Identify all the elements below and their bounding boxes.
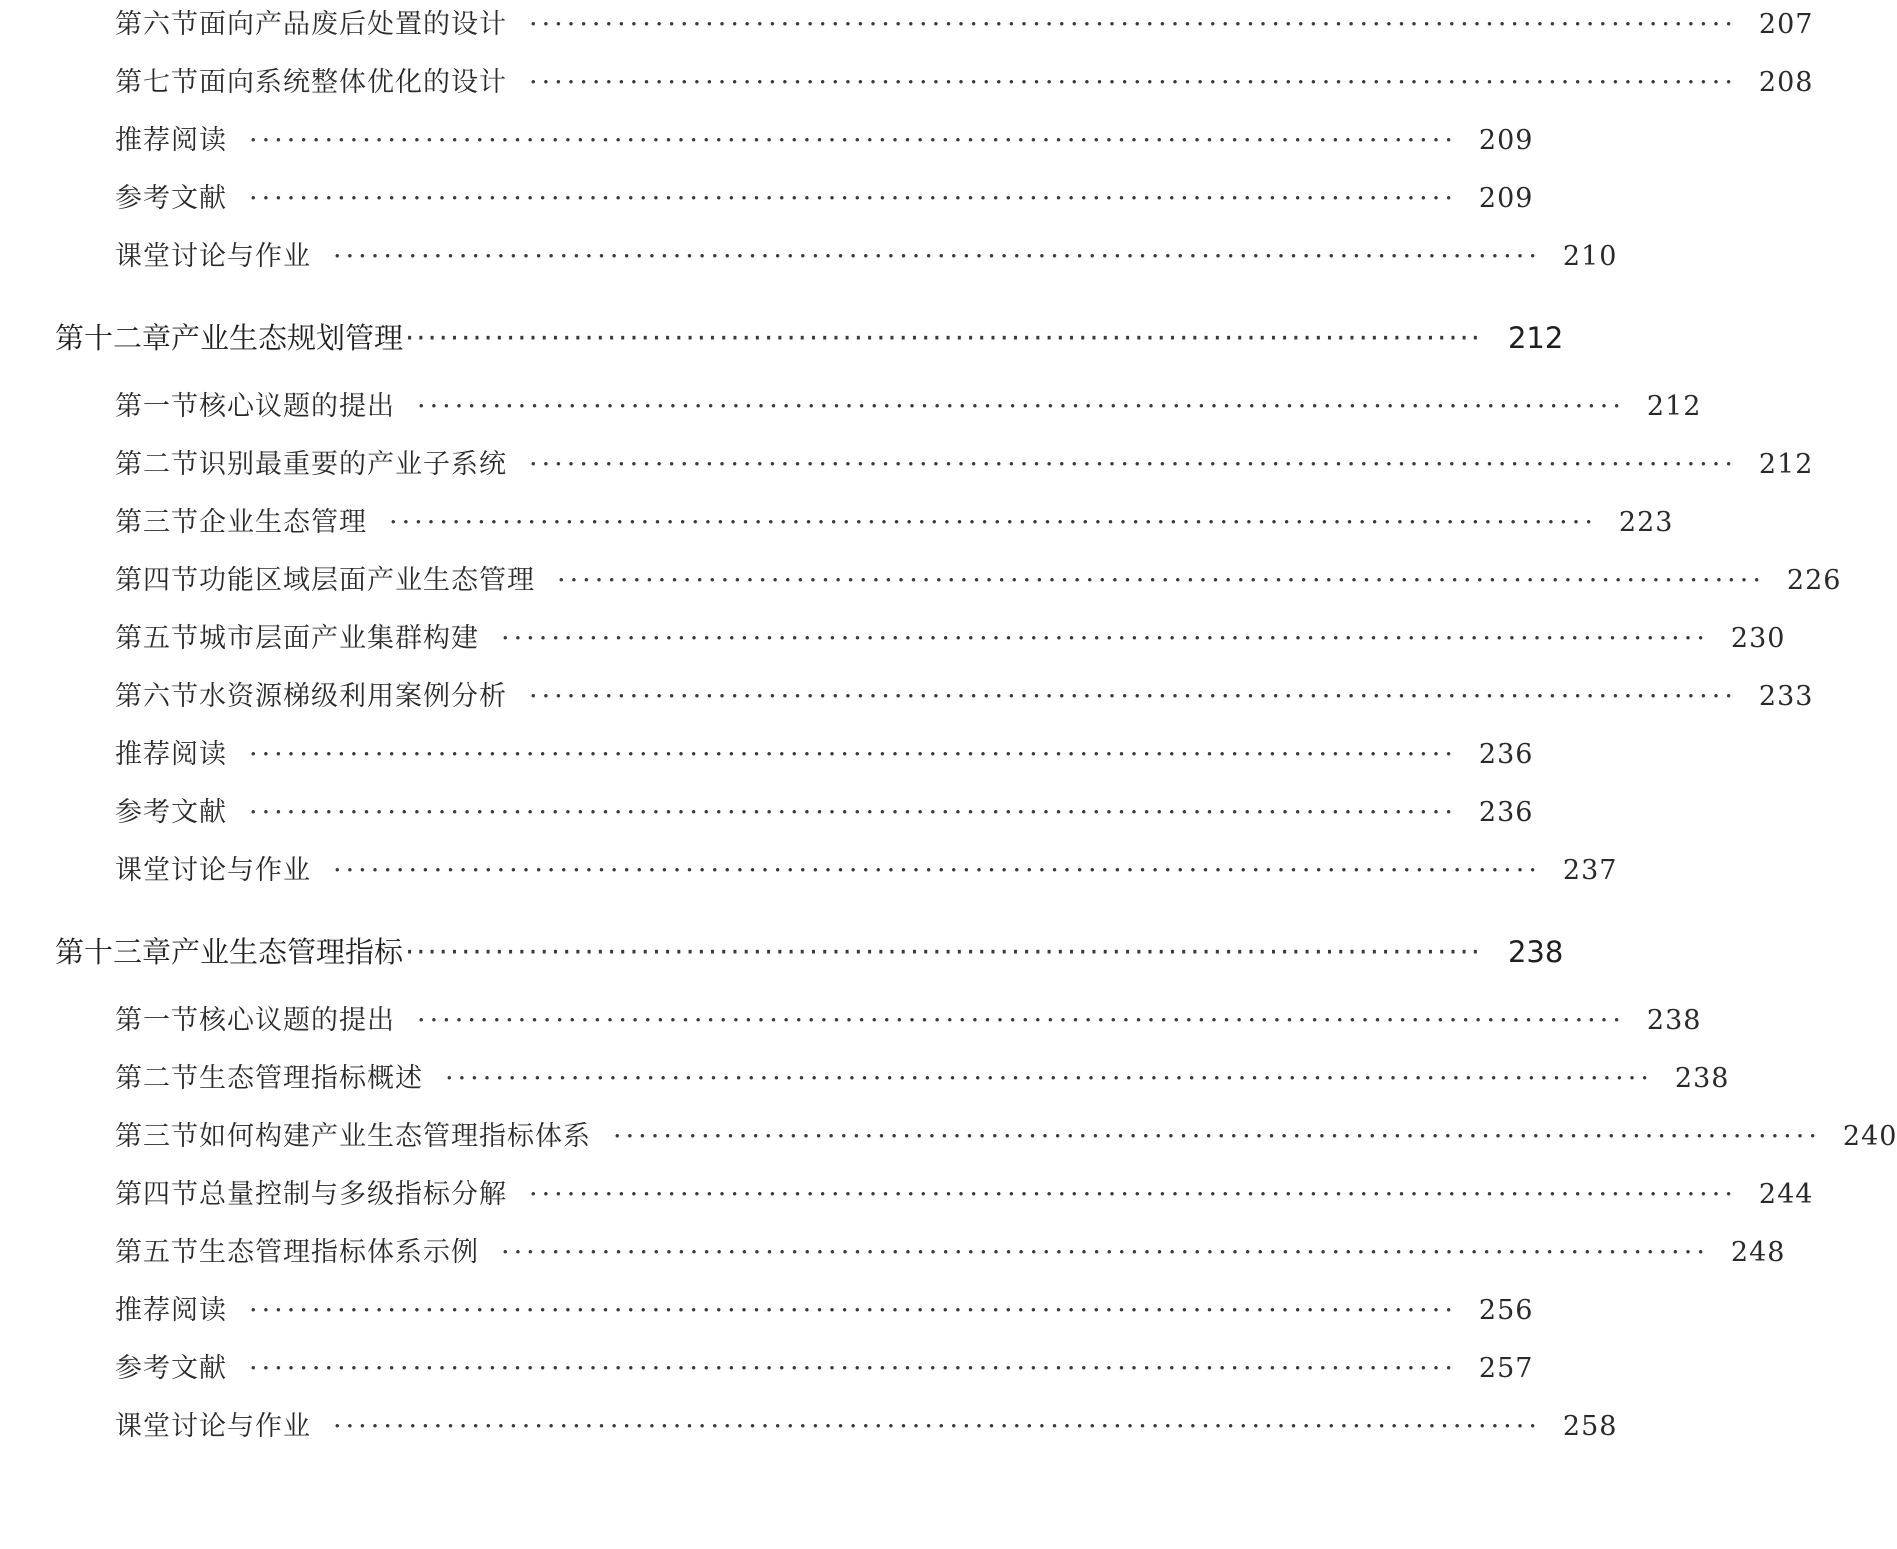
entry-number: 第四节 bbox=[115, 1179, 199, 1210]
entry-number: 第四节 bbox=[115, 565, 199, 596]
entry-title: 企业生态管理 bbox=[199, 507, 367, 538]
entry-page: 230 bbox=[1730, 623, 1786, 654]
entry-number: 第二节 bbox=[115, 449, 199, 480]
toc-entry[interactable] bbox=[115, 60, 1814, 100]
toc-entry[interactable] bbox=[115, 234, 1618, 274]
entry-title: 参考文献 bbox=[115, 1353, 227, 1384]
toc-chapter-entry[interactable] bbox=[55, 316, 1564, 360]
leader-dots: ································································································ bbox=[417, 1005, 1625, 1036]
leader-dots: ································································································ bbox=[333, 1411, 1541, 1442]
toc-entry[interactable] bbox=[115, 848, 1618, 888]
entry-number: 第五节 bbox=[115, 623, 199, 654]
entry-title: 参考文献 bbox=[115, 183, 227, 214]
entry-page: 223 bbox=[1618, 507, 1674, 538]
entry-page: 240 bbox=[1842, 1121, 1897, 1152]
toc-entry[interactable] bbox=[115, 2, 1814, 42]
toc-entry[interactable] bbox=[115, 616, 1786, 656]
entry-page: 256 bbox=[1478, 1295, 1534, 1326]
entry-page: 258 bbox=[1562, 1411, 1618, 1442]
entry-page: 212 bbox=[1758, 449, 1814, 480]
entry-page: 210 bbox=[1562, 241, 1618, 272]
entry-number: 第七节 bbox=[115, 67, 199, 98]
entry-page: 207 bbox=[1758, 9, 1814, 40]
leader-dots: ································································································ bbox=[529, 67, 1737, 98]
leader-dots: ································································································ bbox=[529, 1179, 1737, 1210]
entry-title: 课堂讨论与作业 bbox=[115, 241, 311, 272]
leader-dots: ································································································ bbox=[501, 623, 1709, 654]
entry-number: 第一节 bbox=[115, 1005, 199, 1036]
entry-title: 核心议题的提出 bbox=[199, 1005, 395, 1036]
entry-title: 如何构建产业生态管理指标体系 bbox=[199, 1121, 591, 1152]
entry-page: 244 bbox=[1758, 1179, 1814, 1210]
chapter-title: 产业生态管理指标 bbox=[171, 935, 404, 969]
entry-title: 核心议题的提出 bbox=[199, 391, 395, 422]
leader-dots: ································································································ bbox=[405, 321, 1482, 355]
leader-dots: ································································································ bbox=[445, 1063, 1653, 1094]
entry-title: 课堂讨论与作业 bbox=[115, 855, 311, 886]
entry-title: 城市层面产业集群构建 bbox=[199, 623, 479, 654]
leader-dots: ································································································ bbox=[249, 739, 1457, 770]
toc-entry[interactable] bbox=[115, 1056, 1730, 1096]
entry-page: 238 bbox=[1646, 1005, 1702, 1036]
toc-entry[interactable] bbox=[115, 732, 1534, 772]
toc-entry[interactable] bbox=[115, 674, 1814, 714]
entry-number: 第二节 bbox=[115, 1063, 199, 1094]
entry-title: 识别最重要的产业子系统 bbox=[199, 449, 507, 480]
entry-page: 212 bbox=[1646, 391, 1702, 422]
chapter-page: 212 bbox=[1507, 321, 1564, 355]
leader-dots: ································································································ bbox=[249, 125, 1457, 156]
chapter-number: 第十二章 bbox=[55, 321, 172, 355]
entry-number: 第六节 bbox=[115, 9, 199, 40]
leader-dots: ································································································ bbox=[333, 241, 1541, 272]
entry-number: 第六节 bbox=[115, 681, 199, 712]
entry-title: 水资源梯级利用案例分析 bbox=[199, 681, 507, 712]
entry-title: 生态管理指标体系示例 bbox=[199, 1237, 479, 1268]
entry-page: 237 bbox=[1562, 855, 1618, 886]
toc-entry[interactable] bbox=[115, 1172, 1814, 1212]
entry-number: 第三节 bbox=[115, 1121, 199, 1152]
chapter-number: 第十三章 bbox=[55, 935, 172, 969]
toc-entry[interactable] bbox=[115, 1404, 1618, 1444]
entry-title: 生态管理指标概述 bbox=[199, 1063, 423, 1094]
entry-title: 推荐阅读 bbox=[115, 739, 227, 770]
entry-page: 209 bbox=[1478, 183, 1534, 214]
entry-page: 238 bbox=[1674, 1063, 1730, 1094]
entry-title: 面向系统整体优化的设计 bbox=[199, 67, 507, 98]
entry-title: 课堂讨论与作业 bbox=[115, 1411, 311, 1442]
toc-entry[interactable] bbox=[115, 1114, 1897, 1154]
leader-dots: ································································································ bbox=[501, 1237, 1709, 1268]
toc-entry[interactable] bbox=[115, 176, 1534, 216]
entry-number: 第一节 bbox=[115, 391, 199, 422]
toc-entry[interactable] bbox=[115, 998, 1702, 1038]
entry-title: 推荐阅读 bbox=[115, 1295, 227, 1326]
entry-page: 226 bbox=[1786, 565, 1842, 596]
leader-dots: ································································································ bbox=[557, 565, 1765, 596]
leader-dots: ································································································ bbox=[417, 391, 1625, 422]
toc-entry[interactable] bbox=[115, 500, 1674, 540]
entry-title: 参考文献 bbox=[115, 797, 227, 828]
toc-chapter-entry[interactable] bbox=[55, 930, 1564, 974]
toc-entry[interactable] bbox=[115, 118, 1534, 158]
leader-dots: ································································································ bbox=[529, 681, 1737, 712]
leader-dots: ································································································ bbox=[249, 1353, 1457, 1384]
toc-entry[interactable] bbox=[115, 558, 1842, 598]
leader-dots: ································································································ bbox=[249, 1295, 1457, 1326]
leader-dots: ································································································ bbox=[333, 855, 1541, 886]
toc-entry[interactable] bbox=[115, 1288, 1534, 1328]
toc-entry[interactable] bbox=[115, 790, 1534, 830]
entry-title: 面向产品废后处置的设计 bbox=[199, 9, 507, 40]
leader-dots: ································································································ bbox=[389, 507, 1597, 538]
entry-title: 推荐阅读 bbox=[115, 125, 227, 156]
chapter-page: 238 bbox=[1507, 935, 1564, 969]
leader-dots: ································································································ bbox=[529, 449, 1737, 480]
entry-number: 第三节 bbox=[115, 507, 199, 538]
toc-entry[interactable] bbox=[115, 384, 1702, 424]
entry-page: 236 bbox=[1478, 739, 1534, 770]
leader-dots: ································································································ bbox=[405, 935, 1482, 969]
leader-dots: ································································································ bbox=[529, 9, 1737, 40]
entry-number: 第五节 bbox=[115, 1237, 199, 1268]
entry-page: 236 bbox=[1478, 797, 1534, 828]
toc-entry[interactable] bbox=[115, 1230, 1786, 1270]
toc-entry[interactable] bbox=[115, 442, 1814, 482]
leader-dots: ································································································ bbox=[613, 1121, 1821, 1152]
leader-dots: ································································································ bbox=[249, 797, 1457, 828]
leader-dots: ································································································ bbox=[249, 183, 1457, 214]
entry-page: 233 bbox=[1758, 681, 1814, 712]
entry-page: 208 bbox=[1758, 67, 1814, 98]
entry-page: 209 bbox=[1478, 125, 1534, 156]
entry-title: 功能区域层面产业生态管理 bbox=[199, 565, 535, 596]
toc-entry[interactable] bbox=[115, 1346, 1534, 1386]
entry-page: 248 bbox=[1730, 1237, 1786, 1268]
entry-page: 257 bbox=[1478, 1353, 1534, 1384]
entry-title: 总量控制与多级指标分解 bbox=[199, 1179, 507, 1210]
chapter-title: 产业生态规划管理 bbox=[171, 321, 404, 355]
